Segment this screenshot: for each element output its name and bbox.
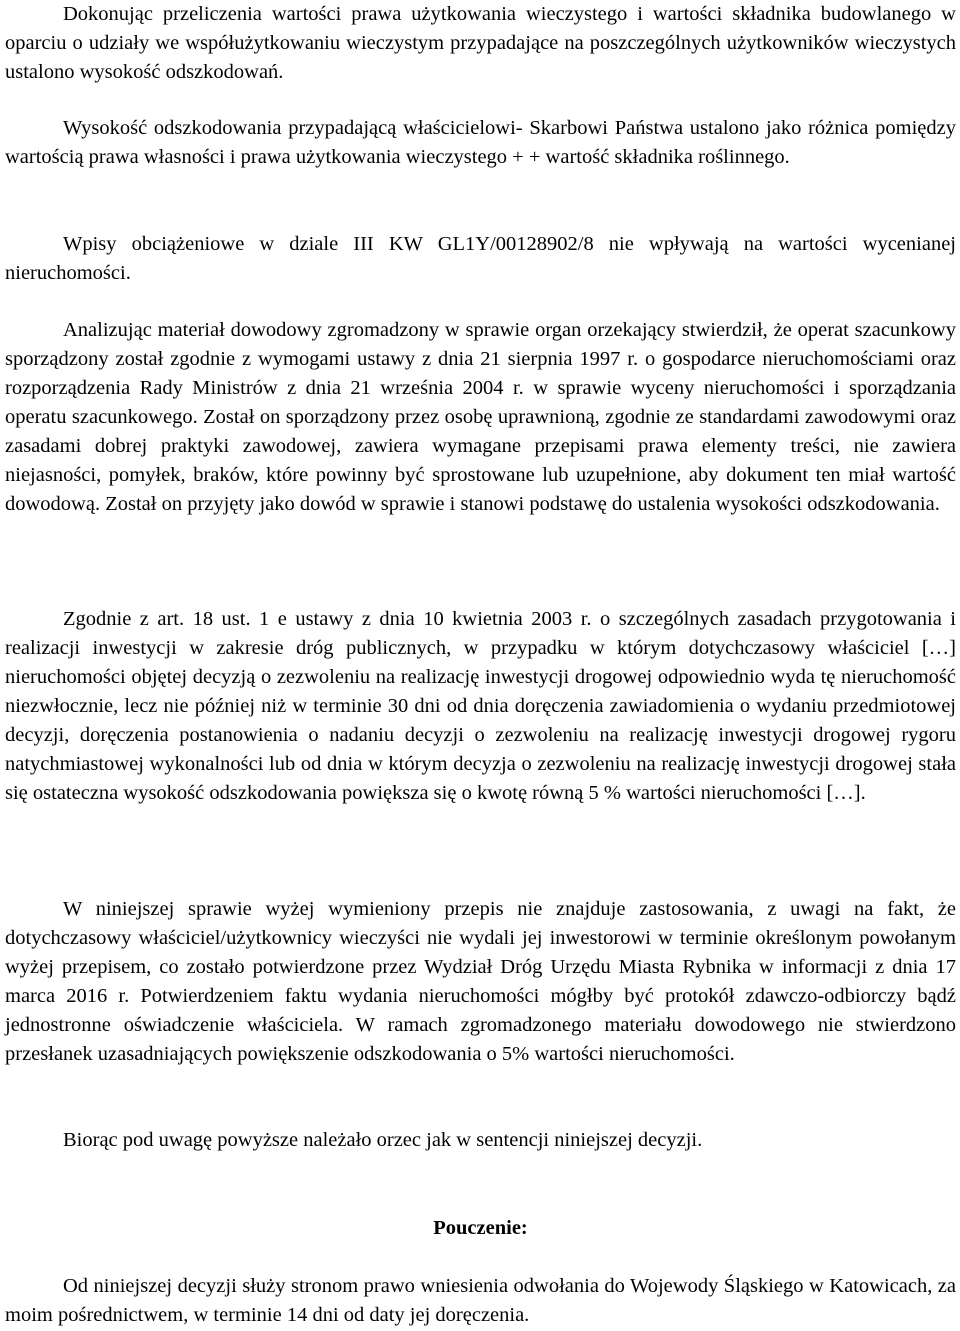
instruction-heading: Pouczenie: <box>433 1217 528 1239</box>
paragraph-legal-basis-article-18: Zgodnie z art. 18 ust. 1 e ustawy z dnia 10 kwietnia 2003 r. o szczególnych zasadach przygotowania i realizacji inwestycji w zakresie dróg publicznych, w przypadku w którym dotychczasowy właściciel […] nieruchomości objętej decyzją o zezwoleniu na realizację inwestycji drogowej odpowiednio wyda tę nieruchomość niezwłocznie, lecz nie później niż w terminie 30 dni od dnia doręczenia zawiadomienia o wydaniu przedmiotowej decyzji, doręczenia postanowienia o nadaniu decyzji o zezwoleniu na realizację inwestycji drogowej rygoru natychmiastowej wykonalności lub od dnia w którym decyzja o zezwoleniu na realizację inwestycji drogowej stała się ostateczna wysokość odszkodowania powiększa się o kwotę równą 5 % wartości nieruchomości […]. <box>5 608 956 804</box>
document-page <box>5 0 956 1331</box>
paragraph-provision-not-applicable: W niniejszej sprawie wyżej wymieniony przepis nie znajduje zastosowania, z uwagi na fakt, że dotychczasowy właściciel/użytkownicy wieczyści nie wydali jej inwestorowi w terminie określonym powołanym wyżej przepisem, co zostało potwierdzone przez Wydział Dróg Urzędu Miasta Rybnika w informacji z dnia 17 marca 2016 r. Potwierdzeniem faktu wydania nieruchomości mógłby być protokół zdawczo-odbiorczy bądź jednostronne oświadczenie właściciela. W ramach zgromadzonego materiału dowodowego nie stwierdzono przesłanek uzasadniających powiększenie odszkodowania o 5% wartości nieruchomości. <box>5 898 956 1065</box>
paragraph-evidence-analysis: Analizując materiał dowodowy zgromadzony w sprawie organ orzekający stwierdził, że operat szacunkowy sporządzony został zgodnie z wymogami ustawy z dnia 21 sierpnia 1997 r. o gospodarce nieruchomościami oraz rozporządzenia Rady Ministrów z dnia 21 września 2004 r. w sprawie wyceny nieruchomości i sporządzania operatu szacunkowego. Został on sporządzony przez osobę uprawnioną, zgodnie ze standardami zawodowymi oraz zasadami dobrej praktyki zawodowej, zawiera wymagane przepisami prawa elementy treści, nie zawiera niejasności, pomyłek, braków, które powinny być sprostowane lub uzupełnione, aby dokument ten miał wartość dowodową. Został on przyjęty jako dowód w sprawie i stanowi podstawę do ustalenia wysokości odszkodowania. <box>5 319 956 515</box>
paragraph-valuation-recalculation: Dokonując przeliczenia wartości prawa użytkowania wieczystego i wartości składnika budowlanego w oparciu o udziały we współużytkowaniu wieczystym przypadające na poszczególnych użytkowników wieczystych ustalono wysokość odszkodowań. <box>5 3 956 83</box>
paragraph-decision-conclusion: Biorąc pod uwagę powyższe należało orzec jak w sentencji niniejszej decyzji. <box>63 1129 703 1151</box>
paragraph-appeal-instruction: Od niniejszej decyzji służy stronom prawo wniesienia odwołania do Wojewody Śląskiego w Katowicach, za moim pośrednictwem, w terminie 14 dni od daty jej doręczenia. <box>5 1275 956 1326</box>
paragraph-land-registry-entries: Wpisy obciążeniowe w dziale III KW GL1Y/00128902/8 nie wpływają na wartości wycenianej nieruchomości. <box>5 233 956 284</box>
paragraph-state-treasury-compensation: Wysokość odszkodowania przypadającą właścicielowi- Skarbowi Państwa ustalono jako różnica pomiędzy wartością prawa własności i prawa użytkowania wieczystego + + wartość składnika roślinnego. <box>5 117 956 168</box>
